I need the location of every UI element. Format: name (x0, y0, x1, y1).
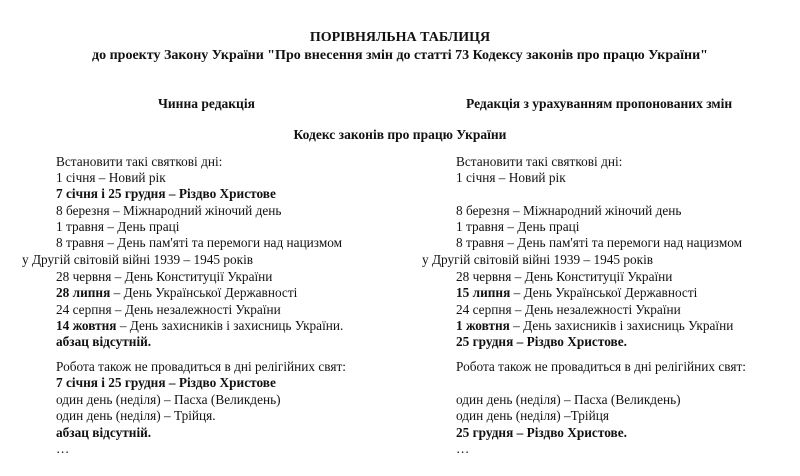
right-statehood-date: 15 липня (456, 285, 511, 300)
right-column-header: Редакція з урахуванням пропонованих змін (466, 96, 733, 111)
left-ellipsis: … (56, 441, 70, 456)
section-header: Кодекс законів про працю України (293, 127, 507, 142)
right-ellipsis: … (456, 441, 470, 456)
left-religious-intro: Робота також не провадиться в дні релігійних свят: (56, 359, 346, 374)
left-column-header: Чинна редакція (158, 96, 255, 111)
left-holiday-independence-day: 24 серпня – День незалежності України (56, 302, 281, 317)
left-intro: Встановити такі святкові дні: (56, 154, 223, 169)
right-holiday-constitution-day: 28 червня – День Конституції України (456, 269, 673, 284)
right-holiday-victory-day: 8 травня – День пам'яті та перемоги над нацизмом (456, 235, 743, 250)
right-religious-christmas: 25 грудня – Різдво Христове. (456, 425, 627, 440)
left-holiday-new-year: 1 січня – Новий рік (56, 170, 166, 185)
left-defenders-date: 14 жовтня (56, 318, 117, 333)
right-holiday-christmas: 25 грудня – Різдво Христове. (456, 334, 627, 349)
right-holiday-victory-day-cont: у Другій світовій війні 1939 – 1945 років (422, 252, 654, 267)
left-defenders-text: – День захисників і захисниць України. (116, 318, 344, 333)
right-holiday-independence-day: 24 серпня – День незалежності України (456, 302, 681, 317)
right-holiday-defenders-day (456, 318, 733, 334)
left-holiday-defenders-day (56, 318, 343, 334)
right-defenders-text: – День захисників і захисниць України (509, 318, 734, 333)
left-paragraph-absent: абзац відсутній. (56, 334, 152, 349)
left-religious-paragraph-absent: абзац відсутній. (56, 425, 152, 440)
right-religious-trinity: один день (неділя) –Трійця (456, 408, 609, 423)
left-statehood-text: – День Української Державності (110, 285, 298, 300)
left-holiday-womens-day: 8 березня – Міжнародний жіночий день (56, 203, 282, 218)
left-religious-easter: один день (неділя) – Пасха (Великдень) (56, 392, 281, 407)
right-religious-intro: Робота також не провадиться в дні релігійних свят: (456, 359, 746, 374)
right-holiday-new-year: 1 січня – Новий рік (456, 170, 566, 185)
left-religious-trinity: один день (неділя) – Трійця. (56, 408, 216, 423)
left-statehood-date: 28 липня (56, 285, 111, 300)
left-religious-christmas: 7 січня і 25 грудня – Різдво Христове (56, 375, 276, 390)
document-title: ПОРІВНЯЛЬНА ТАБЛИЦЯ (309, 30, 491, 45)
right-defenders-date: 1 жовтня (456, 318, 510, 333)
right-intro: Встановити такі святкові дні: (456, 154, 623, 169)
right-holiday-labour-day: 1 травня – День праці (456, 219, 580, 234)
right-statehood-text: – День Української Державності (510, 285, 698, 300)
left-holiday-christmas: 7 січня і 25 грудня – Різдво Христове (56, 186, 276, 201)
left-holiday-labour-day: 1 травня – День праці (56, 219, 180, 234)
right-religious-easter: один день (неділя) – Пасха (Великдень) (456, 392, 681, 407)
document-subtitle: до проекту Закону України "Про внесення змін до статті 73 Кодексу законів про працю України" (92, 48, 708, 63)
right-holiday-womens-day: 8 березня – Міжнародний жіночий день (456, 203, 682, 218)
left-holiday-victory-day: 8 травня – День пам'яті та перемоги над нацизмом (56, 235, 343, 250)
left-holiday-constitution-day: 28 червня – День Конституції України (56, 269, 273, 284)
left-holiday-statehood-day (56, 285, 297, 301)
left-holiday-victory-day-cont: у Другій світовій війні 1939 – 1945 років (22, 252, 254, 267)
right-holiday-statehood-day (456, 285, 697, 301)
